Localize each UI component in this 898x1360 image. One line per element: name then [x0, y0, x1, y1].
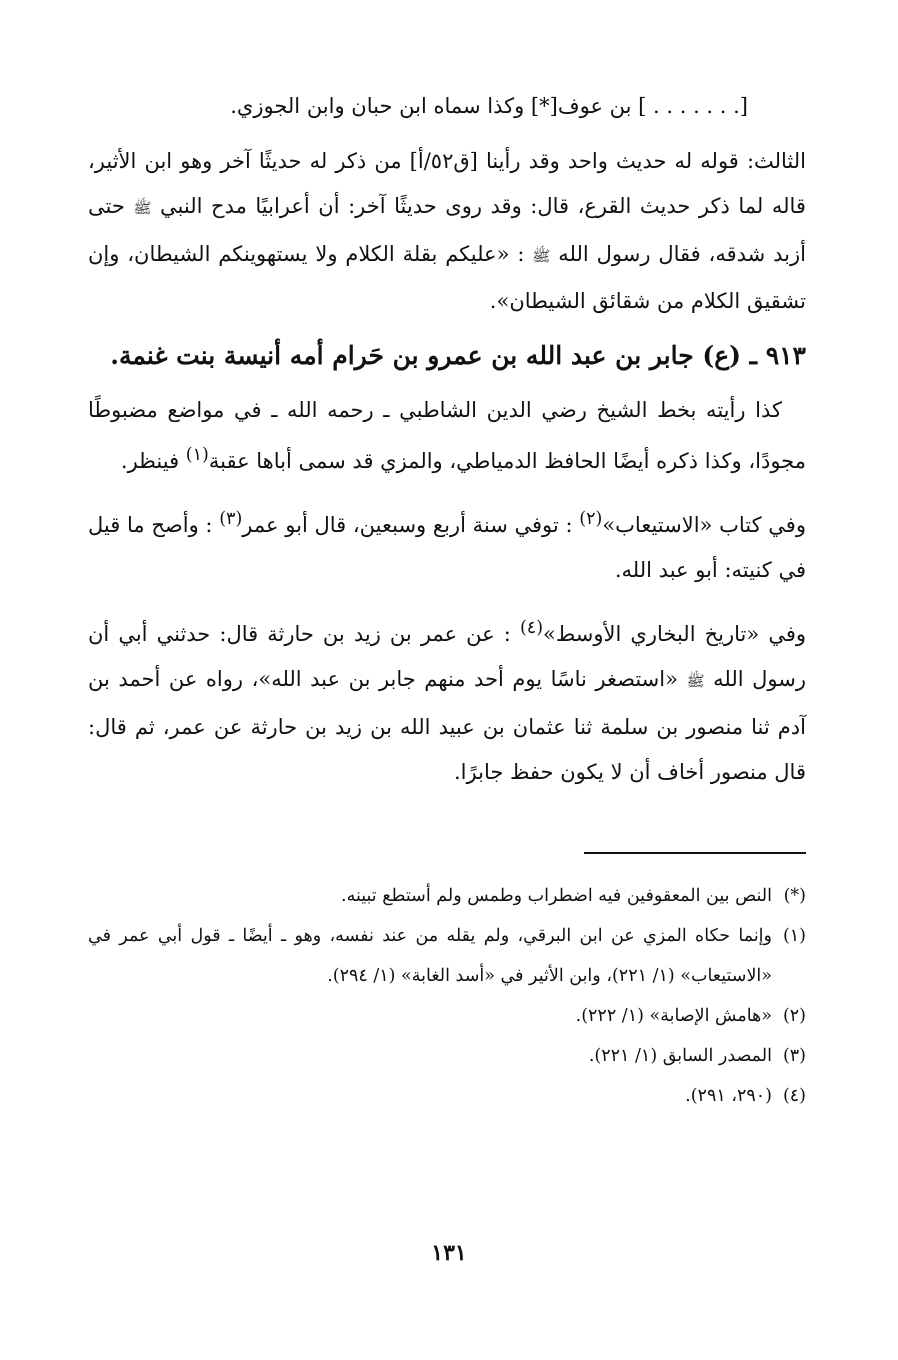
paragraph-third [88, 139, 806, 325]
paragraph-bukhari-text-c: «استصغر ناسًا يوم أحد منهم جابر بن عبد الله»، رواه عن أحمد بن آدم ثنا منصور بن سلمة ثنا عثمان بن عبيد الله بن زيد بن حارثة عن عمر، ثم قال: قال منصور أخاف أن لا يكون حفظ جابرًا. [88, 667, 806, 784]
footnote-text: «هامش الإصابة» (١/ ٢٢٢). [575, 1006, 772, 1026]
intro-line: [. . . . . . . ] بن عوف[*] وكذا سماه ابن حبان وابن الجوزي. [230, 94, 748, 118]
footnote-ref-4[interactable]: (٤) [519, 617, 544, 638]
paragraph-third-text-d: : «عليكم بقلة الكلام ولا يستهوينكم الشيطان، وإن تشقيق الكلام من شقائق الشيطان». [88, 241, 806, 313]
footnote-mark: (١) [782, 926, 806, 946]
paragraph-jabir-end: فينظر. [120, 449, 180, 473]
footnote-mark: (٣) [782, 1046, 806, 1066]
footnote-text: النص بين المعقوفين فيه اضطراب وطمس ولم أستطع تبينه. [341, 886, 772, 906]
footnote-item [88, 876, 806, 916]
paragraph-istiab-text-c: : وأصح ما قيل في كنيته: أبو عبد الله. [88, 512, 806, 582]
footnote-ref-2[interactable]: (٢) [579, 508, 603, 529]
paragraph-jabir-text: كذا رأيته بخط الشيخ رضي الدين الشاطبي ـ رحمه الله ـ في مواضع مضبوطًا مجودًا، وكذا ذكره أيضًا الحافظ الدمياطي، والمزي قد سمى أباها عقبة [88, 397, 806, 473]
footnote-ref-3[interactable]: (٣) [219, 508, 243, 529]
main-text [88, 84, 806, 796]
footnotes [88, 876, 806, 1116]
footnote-item [88, 916, 806, 996]
paragraph-istiab-text-a: وفي كتاب «الاستيعاب» [602, 512, 806, 537]
salutation-mark: ﷺ [532, 246, 551, 265]
paragraph-jabir [88, 388, 806, 485]
paragraph-bukhari [88, 606, 806, 796]
paragraph-third-text-c: حتى أزبد شدقه، فقال رسول الله [88, 194, 806, 266]
footnote-divider [584, 852, 806, 854]
entry-heading: ٩١٣ ـ (ع) جابر بن عبد الله بن عمرو بن حَرام أمه أنيسة بنت غنمة. [110, 340, 806, 370]
footnote-item [88, 996, 806, 1036]
paragraph-bukhari-text-b: : عن عمر بن زيد بن حارثة قال: حدثني أبي أن رسول الله [88, 621, 806, 691]
salutation-mark: ﷺ [686, 672, 705, 690]
footnote-mark: (٢) [782, 1006, 806, 1026]
footnote-text: وإنما حكاه المزي عن ابن البرقي، ولم يقله من عند نفسه، وهو ـ أيضًا ـ قول أبي عمر في «الاستيعاب» (١/ ٢٢١)، وابن الأثير في «أسد الغابة» (١/ ٢٩٤). [88, 926, 772, 986]
paragraph-third-text-b: مدح النبي [160, 194, 247, 218]
footnote-text: (٢٩٠، ٢٩١). [685, 1086, 772, 1106]
footnote-item [88, 1036, 806, 1076]
paragraph-third-text: الثالث: قوله له حديث واحد وقد رأينا [ق٥٢/أ] من ذكر له حديثًا آخر وهو ابن الأثير، قاله لما ذكر حديث القرع، قال: وقد روى حديثًا آخر: أن أعرابيًا [88, 148, 807, 218]
page-number: ١٣١ [431, 1240, 467, 1266]
footnote-mark: (*) [783, 886, 806, 906]
paragraph-istiab-text-b: : توفي سنة أربع وسبعين، قال أبو عمر [242, 512, 573, 537]
footnote-item [88, 1076, 806, 1116]
salutation-mark: ﷺ [133, 199, 152, 217]
paragraph-istiab [88, 497, 806, 594]
footnote-mark: (٤) [782, 1086, 806, 1106]
footnote-text: المصدر السابق (١/ ٢٢١). [588, 1046, 772, 1066]
paragraph-bukhari-text-a: وفي «تاريخ البخاري الأوسط» [543, 621, 807, 646]
footnote-ref-1[interactable]: (١) [185, 445, 209, 465]
